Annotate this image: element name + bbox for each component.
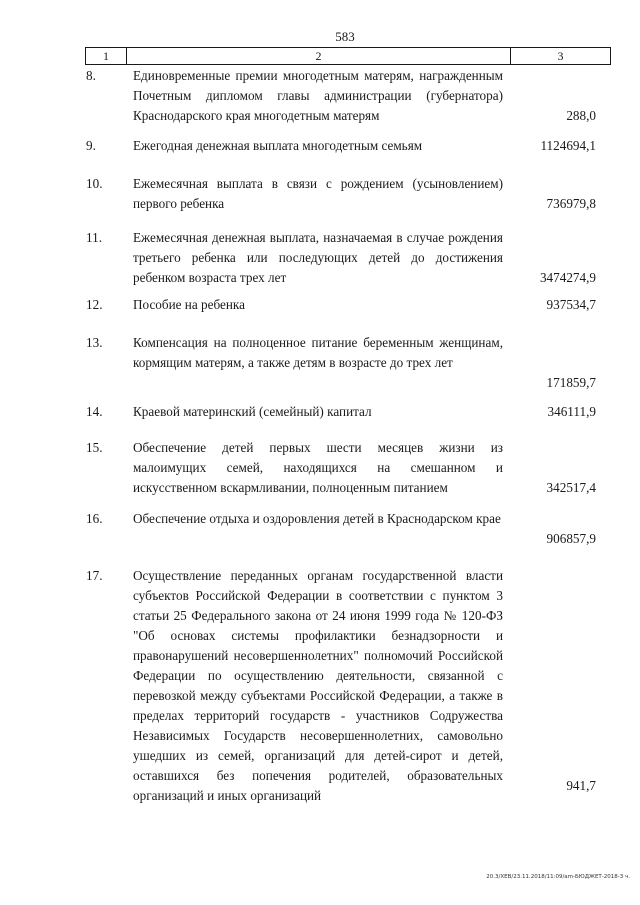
- row-number: 10.: [86, 176, 103, 191]
- header-col-2: 2: [127, 48, 511, 64]
- row-number: 17.: [86, 568, 103, 583]
- row-number: 14.: [86, 404, 103, 419]
- row-amount: 736979,8: [546, 196, 596, 211]
- row-amount: 3474274,9: [539, 270, 596, 285]
- row-description: Обеспечение отдыха и оздоровления детей в Краснодарском крае: [133, 511, 501, 526]
- row-description: Пособие на ребенка: [133, 297, 245, 312]
- row-description: Осуществление переданных органам государственной власти субъектов Российской Федерации в соответствии с пунктом 3 статьи 25 Федерального закона от 24 июня 1999 года № 120-ФЗ "Об основах системы профилактики безнадзорности и правонарушений несовершеннолетних" полномочий Российской Федерации по осуществлению деятельности, связанной с перевозкой между субъектами Российской Федерации, а также в пределах территорий государств - участников Содружества Независимых Государств несовершеннолетних, самовольно ушедших из семей, организаций для детей-сирот и детей, оставшихся без попечения родителей, образовательных организаций и иных организаций: [133, 568, 503, 803]
- row-description: Ежемесячная денежная выплата, назначаемая в случае рождения третьего ребенка или последующих детей до достижения ребенком возраста трех лет: [133, 230, 503, 285]
- row-amount: 941,7: [566, 778, 596, 793]
- row-description: Краевой материнский (семейный) капитал: [133, 404, 372, 419]
- row-amount: 171859,7: [546, 375, 596, 390]
- row-number: 8.: [86, 68, 96, 83]
- row-number: 11.: [86, 230, 102, 245]
- row-amount: 346111,9: [547, 404, 596, 419]
- row-number: 9.: [86, 138, 96, 153]
- row-amount: 288,0: [566, 108, 596, 123]
- row-description: Ежемесячная выплата в связи с рождением (усыновлением) первого ребенка: [133, 176, 503, 211]
- row-description: Обеспечение детей первых шести месяцев жизни из малоимущих семей, находящихся на смешанном и искусственном вскармливании, полноценным питанием: [133, 440, 503, 495]
- row-number: 12.: [86, 297, 103, 312]
- row-amount: 906857,9: [546, 531, 596, 546]
- header-col-3: 3: [557, 49, 564, 63]
- row-number: 15.: [86, 440, 103, 455]
- row-description: Компенсация на полноценное питание беременным женщинам, кормящим матерям, а также детям в возрасте до трех лет: [133, 335, 503, 370]
- header-col-1: 1: [86, 48, 127, 64]
- table-header: [85, 47, 611, 65]
- row-number: 16.: [86, 511, 103, 526]
- row-description: Ежегодная денежная выплата многодетным семьям: [133, 138, 423, 153]
- footer-stamp: 20.3/ХЕВ/23.11.2018/11:09/am-БЮДЖЕТ-2018-3 ч.: [486, 874, 630, 880]
- row-amount: 937534,7: [546, 297, 596, 312]
- page-number: 583: [335, 29, 355, 44]
- row-amount: 1124694,1: [540, 138, 596, 153]
- row-number: 13.: [86, 335, 103, 350]
- row-description: Единовременные премии многодетным матерям, награжденным Почетным дипломом главы администрации (губернатора) Краснодарского края многодетным матерям: [133, 68, 503, 123]
- row-amount: 342517,4: [546, 480, 596, 495]
